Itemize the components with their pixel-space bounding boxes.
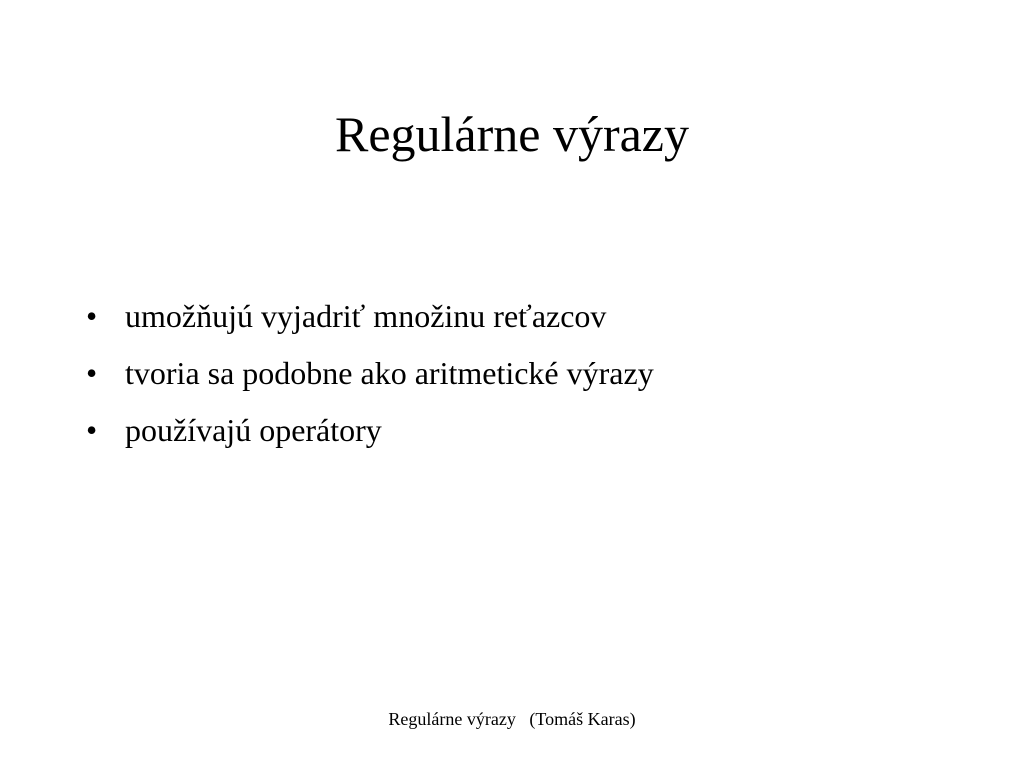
list-item <box>86 345 654 402</box>
slide-footer: Regulárne výrazy (Tomáš Karas) <box>388 709 636 729</box>
list-item <box>86 402 654 459</box>
bullet-icon: • <box>86 355 98 391</box>
bullet-icon: • <box>86 298 98 334</box>
bullet-text: umožňujú vyjadriť množinu reťazcov <box>125 298 607 334</box>
slide-title: Regulárne výrazy <box>334 106 689 162</box>
bullet-text: používajú operátory <box>125 412 382 448</box>
bullet-list <box>86 288 654 459</box>
list-item <box>86 288 654 345</box>
bullet-icon: • <box>86 412 98 448</box>
bullet-text: tvoria sa podobne ako aritmetické výrazy <box>125 355 654 391</box>
